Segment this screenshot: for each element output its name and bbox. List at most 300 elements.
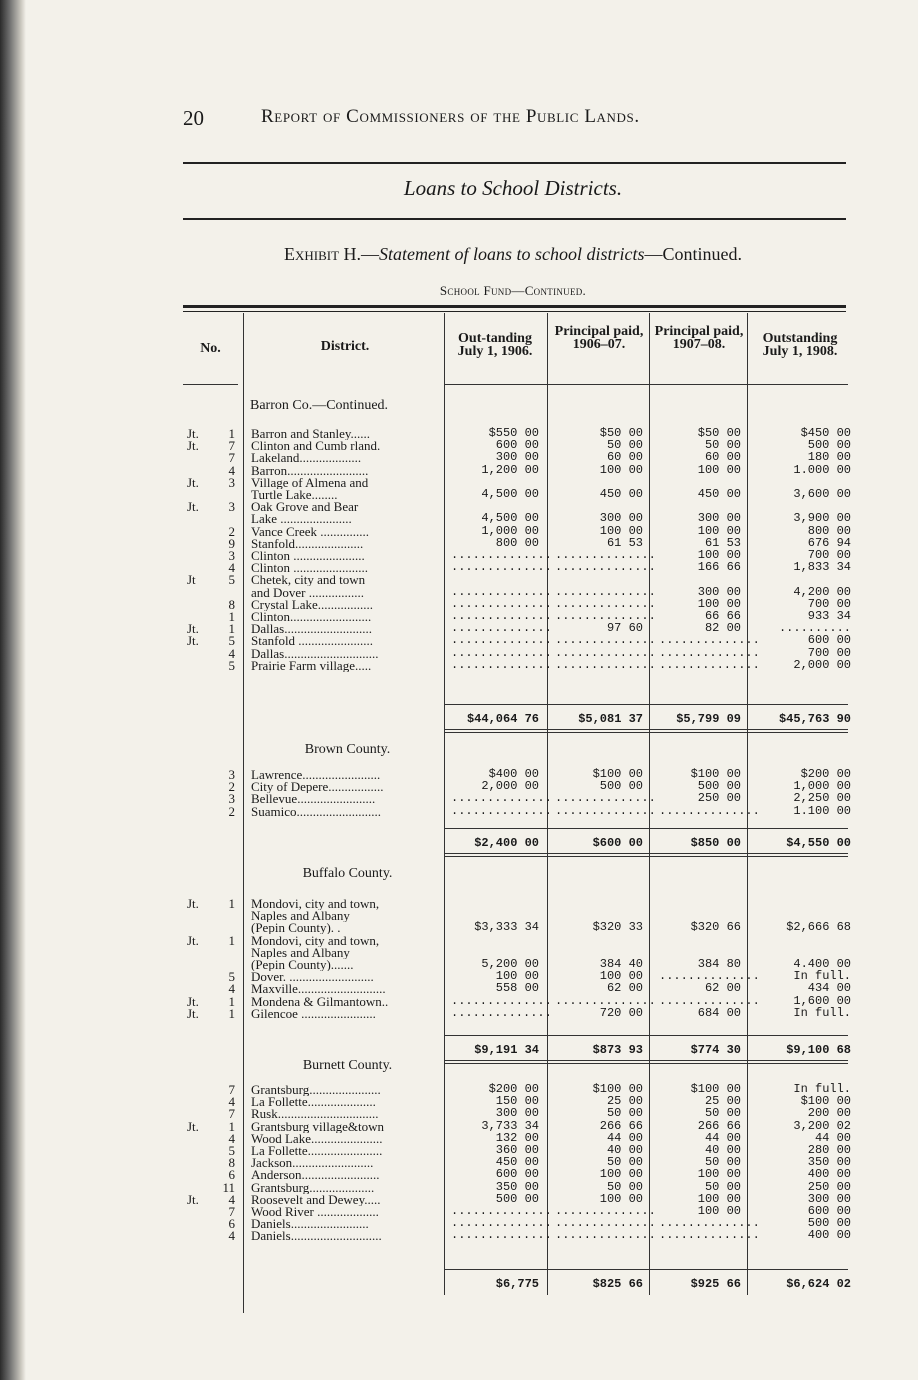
cell-district: Lawrence........................ [251,768,381,781]
cell-no: 3 [228,499,235,515]
cell-no: 5 [228,969,235,985]
cell-v3: 50 00 [704,1155,741,1170]
cell-v1: .............. [451,657,552,672]
table-row [183,488,858,501]
cell-district: Bellevue........................ [251,792,376,806]
cell-v3: 100 00 [697,596,741,611]
cell-district: Roosevelt and Dewey..... [251,1192,381,1206]
cell-no: 2 [228,803,235,819]
cell-jt: Jt [187,572,196,588]
cell-no: 3 [228,791,235,807]
cell-district: City of Depere................. [251,780,384,794]
cell-no: 1 [228,426,235,441]
cell-jt: Jt. [187,474,199,490]
total-v2: $5,081 37 [578,712,643,726]
cell-v4: $200 00 [800,767,851,781]
cell-v3: 300 00 [697,584,741,599]
cell-v2: 720 00 [599,1005,643,1020]
total-double-rule [445,729,848,730]
cell-v1: $3,333 34 [474,920,539,935]
cell-v2: .............. [555,548,656,562]
cell-v4: 4,200 00 [793,584,851,599]
cell-v1: 150 00 [495,1094,539,1109]
cell-no: 5 [228,633,235,649]
cell-no: 7 [228,1082,235,1097]
running-title: Report of Commissioners of the Public Lands. [261,106,640,127]
cell-v1: 132 00 [495,1130,539,1145]
cell-v1: 1,200 00 [481,462,539,477]
cell-v4: 250 00 [807,1179,851,1194]
cell-v2: 100 00 [599,969,643,984]
cell-v2: 500 00 [599,779,643,794]
cell-v1: .............. [451,803,552,818]
cell-district: Naples and Albany [251,945,350,959]
total-row [183,1278,858,1291]
cell-v4: 800 00 [807,523,851,538]
cell-district: Chetek, city and town [251,573,366,587]
cell-v4: 200 00 [807,1106,851,1121]
cell-jt: Jt. [187,1118,199,1134]
cell-district: Jackson......................... [251,1156,374,1170]
cell-no: 7 [228,1106,235,1122]
total-double-rule [445,1063,848,1064]
total-double-rule [445,732,848,733]
cell-no: 7 [228,438,235,454]
cell-v3: 25 00 [704,1094,741,1109]
cell-district: Barron and Stanley...... [251,427,371,440]
cell-no: 4 [228,1130,235,1146]
cell-district: Lake ...................... [251,512,352,526]
cell-v2: $320 33 [592,920,643,935]
cell-v4: 1.000 00 [793,462,851,477]
cell-v3: .............. [659,993,760,1008]
cell-v4: 700 00 [807,645,851,660]
cell-district: Grantsburg.................... [251,1180,375,1194]
cell-district: Clinton ....................... [251,561,369,575]
table-row [183,921,858,934]
cell-v3: $100 00 [690,1082,741,1096]
cell-no: 7 [228,1204,235,1219]
cell-v1: .............. [451,560,552,575]
cell-v2: 266 66 [599,1118,643,1133]
cell-district: Village of Almena and [251,475,369,489]
cell-no: 3 [228,767,235,782]
cell-v1: .............. [451,596,552,611]
cell-v2: .............. [555,560,656,575]
cell-v4: 1,000 00 [793,779,851,794]
cell-v4: 600 00 [807,633,851,648]
cell-v4: In full. [793,969,851,984]
cell-v2: .............. [555,993,656,1008]
cell-district: Vance Creek ............... [251,524,370,538]
cell-v4: $450 00 [800,426,851,440]
cell-v3: .............. [659,1228,760,1243]
cell-v3: 61 53 [704,535,741,550]
cell-v2: 100 00 [599,1191,643,1206]
cell-v4: $2,666 68 [786,920,851,935]
cell-district: Stanfold ....................... [251,634,374,648]
cell-district: Dallas........................... [251,622,372,636]
cell-v4: 3,200 02 [793,1118,851,1133]
cell-district: Maxville........................... [251,982,386,996]
cell-no: 4 [228,1191,235,1207]
total-v3: $774 30 [690,1043,741,1057]
cell-district: Daniels........................ [251,1217,369,1231]
cell-v3: .............. [659,645,760,660]
cell-district: Turtle Lake........ [251,488,338,501]
cell-v2: 97 60 [606,621,643,636]
cell-v3: 250 00 [697,791,741,806]
cell-v3: 66 66 [704,609,741,623]
cell-district: Suamico.......................... [251,804,381,818]
cell-v1: .............. [451,548,552,562]
cell-district: Dover. .......................... [251,970,374,984]
total-v3: $5,799 09 [676,712,741,726]
cell-district: Prairie Farm village..... [251,658,372,672]
cell-v1: .............. [451,584,552,599]
cell-district: Grantsburg...................... [251,1083,381,1096]
cell-v2: .............. [555,609,656,623]
cell-no: 5 [228,1143,235,1158]
cell-jt: Jt. [187,993,199,1009]
table-row [183,659,858,672]
header-rule-bottom [183,218,846,220]
total-rule [445,1269,848,1270]
cell-v2: 50 00 [606,1155,643,1170]
cell-v3: 100 00 [697,462,741,477]
cell-v4: 300 00 [807,1191,851,1206]
cell-district: Rusk............................... [251,1107,379,1121]
exhibit-title: Statement of loans to school districts [379,244,645,264]
cell-v1: .............. [451,633,552,648]
column-header-outstanding-1908: Outstanding July 1, 1908. [762,331,838,359]
cell-v1: 450 00 [495,1155,539,1170]
cell-v2: $100 00 [592,1082,643,1096]
total-rule [445,828,848,829]
cell-v4: 3,900 00 [793,511,851,526]
total-v4: $45,763 90 [778,712,851,726]
cell-v2: .............. [555,596,656,611]
cell-v2: $100 00 [592,767,643,781]
cell-district: Mondovi, city and town, [251,897,380,910]
cell-no: 6 [228,1167,235,1183]
cell-v3: 44 00 [704,1130,741,1145]
cell-v1: .............. [451,1005,552,1020]
cell-v3: 166 66 [697,560,741,575]
cell-no: 1 [228,609,235,624]
cell-v4: 180 00 [807,450,851,465]
cell-v2: .............. [555,1216,656,1231]
cell-no: 8 [228,1155,235,1171]
cell-v2: 100 00 [599,1167,643,1182]
cell-district: Dallas............................. [251,646,379,660]
cell-v4: In full. [793,1005,851,1020]
table-row [183,805,858,818]
cell-v4: 1,600 00 [793,993,851,1008]
cell-district: Wood River ................... [251,1205,379,1218]
total-double-rule [445,856,848,857]
table-top-rule-thin [183,311,846,312]
cell-district: Crystal Lake................. [251,597,374,611]
cell-v1: 5,200 00 [481,957,539,971]
cell-v1: 600 00 [495,1167,539,1182]
cell-jt: Jt. [187,896,199,911]
cell-jt: Jt. [187,932,199,948]
cell-no: 1 [228,993,235,1009]
cell-v3: 62 00 [704,981,741,996]
cell-jt: Jt. [187,621,199,637]
cell-no: 5 [228,657,235,673]
page-binding-edge [0,0,26,1380]
total-v2: $825 66 [592,1277,643,1291]
cell-district: Clinton and Cumb rland. [251,439,381,453]
page-header [183,106,863,136]
cell-v1: $550 00 [488,426,539,440]
cell-no: 1 [228,1005,235,1021]
cell-v1: 4,500 00 [481,487,539,501]
header-underline [445,384,848,385]
cell-v4: 700 00 [807,548,851,562]
cell-v3: 82 00 [704,621,741,636]
cell-v4: 1.100 00 [793,803,851,818]
cell-v4: 3,600 00 [793,487,851,501]
cell-v3: 300 00 [697,511,741,526]
cell-no: 4 [228,560,235,576]
cell-v3: 100 00 [697,1204,741,1218]
cell-v3: 384 80 [697,957,741,971]
cell-no: 7 [228,450,235,466]
cell-district: La Follette..................... [251,1095,376,1109]
cell-district: Barron......................... [251,463,369,477]
cell-jt: Jt. [187,499,199,515]
table-row [183,561,858,574]
cell-v1: .............. [451,1204,552,1218]
cell-district: Grantsburg village&town [251,1119,384,1133]
cell-v2: 100 00 [599,462,643,477]
county-heading: Buffalo County. [302,866,393,881]
total-v1: $9,191 34 [474,1043,539,1057]
total-row [183,837,858,850]
cell-no: 3 [228,474,235,490]
cell-v1: 3,733 34 [481,1118,539,1133]
cell-v2: $50 00 [599,426,643,440]
cell-v4: In full. [793,1082,851,1096]
total-v4: $4,550 00 [786,836,851,850]
cell-v2: 25 00 [606,1094,643,1109]
cell-v3: .............. [659,969,760,984]
column-header-no: No. [200,341,221,356]
cell-v3: 100 00 [697,523,741,538]
column-header-district: District. [320,339,370,354]
cell-district: (Pepin County). . [251,921,341,935]
cell-v4: 676 94 [807,535,851,550]
cell-no: 9 [228,535,235,551]
cell-v1: .............. [451,1216,552,1231]
cell-v2: 61 53 [606,535,643,550]
cell-v2: 300 00 [599,511,643,526]
cell-v1: 558 00 [495,981,539,996]
county-heading: Burnett County. [302,1058,393,1073]
cell-v4: 700 00 [807,596,851,611]
cell-v3: 40 00 [704,1143,741,1157]
total-row [183,713,858,726]
column-header-outstanding-1906: Out-tanding July 1, 1906. [457,331,533,359]
cell-no: 4 [228,462,235,478]
total-v4: $6,624 02 [786,1277,851,1291]
cell-v4: 280 00 [807,1143,851,1157]
column-header-principal-0607: Principal paid, 1906–07. [554,324,644,352]
cell-v2: 60 00 [606,450,643,465]
cell-v1: $200 00 [488,1082,539,1096]
cell-no: 1 [228,621,235,637]
cell-v4: 2,250 00 [793,791,851,806]
page-number: 20 [183,106,204,130]
cell-district: Stanfold..................... [251,536,364,550]
cell-no: 8 [228,596,235,612]
cell-v3: .............. [659,657,760,672]
cell-v3: 500 00 [697,779,741,794]
cell-v4: $100 00 [800,1094,851,1109]
cell-v4: 500 00 [807,438,851,453]
exhibit-label: Exhibit H.— [283,244,380,264]
total-v1: $44,064 76 [466,712,539,726]
cell-v4: 400 00 [807,1167,851,1182]
cell-v1: 350 00 [495,1179,539,1194]
table-row [183,1229,858,1242]
cell-v4: 933 34 [807,609,851,623]
total-double-rule [445,1060,848,1061]
county-heading: Barron Co.—Continued. [250,398,389,413]
cell-v3: 684 00 [697,1005,741,1020]
cell-v1: 360 00 [495,1143,539,1157]
cell-v2: .............. [555,645,656,660]
cell-district: Wood Lake...................... [251,1131,383,1145]
fund-title: School Fund—Continued. [439,283,587,298]
cell-v3: 100 00 [697,1191,741,1206]
cell-v4: 4.400 00 [793,957,851,971]
cell-v2: .............. [555,633,656,648]
cell-v2: 100 00 [599,523,643,538]
cell-v4: 600 00 [807,1204,851,1218]
cell-no: 2 [228,779,235,795]
total-v3: $850 00 [690,836,741,850]
cell-no: 1 [228,932,235,948]
cell-jt: Jt. [187,1191,199,1207]
cell-v1: 300 00 [495,450,539,465]
cell-v3: 266 66 [697,1118,741,1133]
cell-v2: 44 00 [606,1130,643,1145]
table-row [183,934,858,947]
total-v1: $6,775 [495,1277,539,1291]
section-title: Loans to School Districts. [403,176,623,200]
cell-no: 11 [222,1179,235,1195]
cell-no: 2 [228,523,235,539]
cell-v3: 50 00 [704,1179,741,1194]
total-v4: $9,100 68 [786,1043,851,1057]
cell-v2: 50 00 [606,1179,643,1194]
cell-v1: 1,000 00 [481,523,539,538]
cell-v3: $100 00 [690,767,741,781]
cell-v4: 2,000 00 [793,657,851,672]
cell-no: 4 [228,981,235,997]
cell-v4: 44 00 [814,1130,851,1145]
cell-no: 4 [228,1228,235,1244]
county-heading: Brown County. [304,742,391,757]
cell-no: 4 [228,645,235,661]
cell-v3: $320 66 [690,920,741,935]
total-rule [445,704,848,705]
cell-v2: .............. [555,1204,656,1218]
cell-v3: .............. [659,633,760,648]
total-double-rule [445,853,848,854]
cell-no: 1 [228,896,235,911]
cell-v2: .............. [555,803,656,818]
cell-v2: 40 00 [606,1143,643,1157]
cell-v1: 800 00 [495,535,539,550]
cell-v3: 50 00 [704,1106,741,1121]
cell-v3: .............. [659,1216,760,1231]
cell-district: Mondovi, city and town, [251,933,380,947]
cell-no: 6 [228,1216,235,1232]
cell-district: Clinton......................... [251,610,372,623]
exhibit-heading [183,244,843,265]
cell-district: Anderson........................ [251,1168,380,1182]
cell-no: 5 [228,572,235,588]
cell-v4: 400 00 [807,1228,851,1243]
cell-v2: .............. [555,584,656,599]
cell-v4: 350 00 [807,1155,851,1170]
cell-district: Clinton ...................... [251,549,365,562]
cell-no: 1 [228,1118,235,1134]
cell-v1: .............. [451,609,552,623]
cell-district: (Pepin County)....... [251,958,354,971]
cell-v1: $400 00 [488,767,539,781]
cell-v2: .............. [555,791,656,806]
exhibit-suffix: —Continued. [644,244,743,264]
cell-district: Mondena & Gilmantown.. [251,994,389,1008]
cell-v1: .............. [451,621,552,636]
cell-jt: Jt. [187,426,199,441]
cell-v4: 434 00 [807,981,851,996]
table-row [183,897,858,910]
cell-v2: 50 00 [606,1106,643,1121]
cell-v4: .......... [778,621,851,636]
cell-v3: 60 00 [704,450,741,465]
cell-v3: 50 00 [704,438,741,453]
cell-district: Naples and Albany [251,909,350,923]
cell-no: 4 [228,1094,235,1110]
cell-v1: .............. [451,993,552,1008]
total-rule [445,1035,848,1036]
cell-no: 3 [228,548,235,563]
cell-district: La Follette....................... [251,1144,383,1157]
cell-v2: .............. [555,1228,656,1243]
cell-v3: .............. [659,803,760,818]
cell-v2: 62 00 [606,981,643,996]
table-row [183,464,858,477]
total-row [183,1044,858,1057]
cell-v3: 100 00 [697,1167,741,1182]
cell-v1: .............. [451,791,552,806]
cell-v1: 600 00 [495,438,539,453]
cell-v1: .............. [451,1228,552,1243]
cell-v1: 300 00 [495,1106,539,1121]
total-v1: $2,400 00 [474,836,539,850]
table-row [183,1007,858,1020]
cell-v3: $50 00 [697,426,741,440]
cell-jt: Jt. [187,633,199,649]
cell-v1: 4,500 00 [481,511,539,526]
